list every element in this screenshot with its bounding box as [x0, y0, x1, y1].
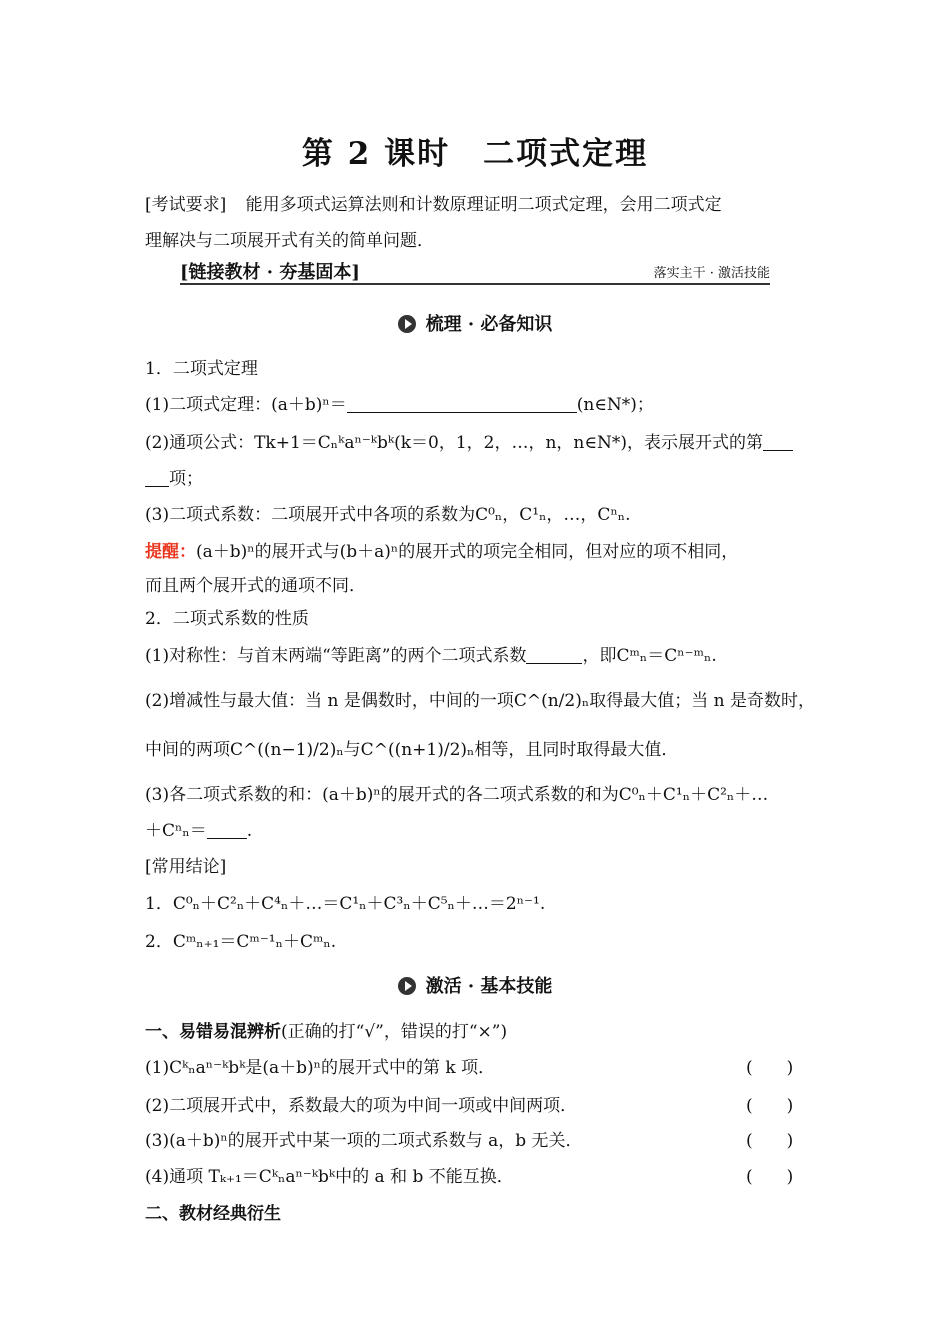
section-title: 梳理 · 必备知识 — [425, 314, 553, 335]
property-item-2-line-2: 中间的两项C^((n−1)/2)ₙ与C^((n+1)/2)ₙ相等，且同时取得最大值． — [145, 740, 679, 760]
conclusions-heading: [常用结论] — [145, 857, 227, 877]
chapter-banner — [180, 256, 770, 284]
note-label: 提醒： — [145, 542, 196, 562]
item-text: ＋Cⁿₙ＝ — [145, 821, 207, 841]
theorem-heading: 1．二项式定理 — [145, 359, 258, 379]
page-title: 第 2 课时 二项式定理 — [301, 136, 649, 172]
item-text: (n∈N*)； — [576, 395, 654, 415]
answer-blank — [347, 396, 577, 413]
property-item-3-line-2 — [145, 816, 252, 841]
section-title: 激活 · 基本技能 — [425, 976, 553, 997]
item-text: 项； — [169, 469, 203, 489]
theorem-item-2 — [145, 428, 793, 453]
requirement-text-1: 能用多项式运算法则和计数原理证明二项式定理，会用二项式定 — [245, 195, 722, 215]
property-item-1 — [145, 641, 717, 666]
requirement-text-2: 理解决与二项展开式有关的简单问题． — [145, 231, 434, 251]
note-line-1 — [145, 537, 738, 562]
note-line-2: 而且两个展开式的通项不同． — [145, 576, 366, 596]
judge-item-2: (2)二项展开式中，系数最大的项为中间一项或中间两项． — [145, 1096, 578, 1116]
judge-heading-title: 一、易错易混辨析 — [145, 1022, 281, 1042]
item-text: . — [246, 821, 253, 841]
answer-blank — [207, 822, 247, 839]
answer-paren-4: ( ) — [746, 1167, 794, 1187]
answer-blank — [145, 470, 169, 487]
note-text: (a＋b)ⁿ的展开式与(b＋a)ⁿ的展开式的项完全相同，但对应的项不相同， — [196, 542, 739, 562]
properties-heading: 2．二项式系数的性质 — [145, 609, 309, 629]
answer-paren-1: ( ) — [746, 1058, 794, 1078]
answer-paren-2: ( ) — [746, 1096, 794, 1116]
item-text: (2)通项公式：T — [145, 433, 266, 453]
property-item-2-line-1: (2)增减性与最大值：当 n 是偶数时，中间的一项C^(n/2)ₙ取得最大值；当 n 是奇数时， — [145, 691, 815, 711]
item-text: (1)对称性：与首末两端“等距离”的两个二项式系数 — [145, 646, 527, 666]
play-icon — [398, 315, 416, 333]
item-text: ，即Cᵐₙ＝Cⁿ⁻ᵐₙ. — [582, 646, 717, 666]
item-text: (1)二项式定理：(a＋b)ⁿ＝ — [145, 395, 347, 415]
theorem-item-3: (3)二项式系数：二项展开式中各项的系数为C⁰ₙ，C¹ₙ，…，Cⁿₙ. — [145, 505, 631, 525]
section-heading-skills — [0, 972, 950, 998]
derive-heading: 二、教材经典衍生 — [145, 1204, 281, 1224]
banner-left: [链接教材 · 夯基固本] — [180, 262, 360, 283]
section-heading-review — [0, 310, 950, 336]
item-formula: k+1＝Cₙᵏaⁿ⁻ᵏbᵏ(k＝0，1，2，…，n，n∈N*)，表示展开式的第 — [265, 433, 763, 453]
requirement-label: [考试要求] — [145, 195, 227, 215]
answer-blank — [763, 434, 793, 451]
banner-rule — [180, 283, 770, 285]
judge-item-3: (3)(a＋b)ⁿ的展开式中某一项的二项式系数与 a，b 无关． — [145, 1131, 583, 1151]
answer-paren-3: ( ) — [746, 1131, 794, 1151]
judge-heading — [145, 1017, 507, 1042]
answer-blank — [526, 647, 582, 664]
judge-item-4: (4)通项 Tₖ₊₁＝Cᵏₙaⁿ⁻ᵏbᵏ中的 a 和 b 不能互换． — [145, 1167, 514, 1187]
theorem-item-1 — [145, 390, 654, 415]
play-icon — [398, 977, 416, 995]
banner-right: 落实主干 · 激活技能 — [653, 266, 770, 281]
conclusion-2: 2．Cᵐₙ₊₁＝Cᵐ⁻¹ₙ＋Cᵐₙ. — [145, 932, 337, 952]
theorem-item-2-cont — [145, 464, 203, 489]
judge-item-1: (1)Cᵏₙaⁿ⁻ᵏbᵏ是(a＋b)ⁿ的展开式中的第 k 项． — [145, 1058, 496, 1078]
judge-heading-note: (正确的打“√”，错误的打“×”) — [281, 1022, 508, 1042]
property-item-3-line-1: (3)各二项式系数的和：(a＋b)ⁿ的展开式的各二项式系数的和为C⁰ₙ＋C¹ₙ＋C²ₙ＋… — [145, 785, 769, 805]
requirement-line-1 — [145, 190, 722, 215]
conclusion-1: 1．C⁰ₙ＋C²ₙ＋C⁴ₙ＋…＝C¹ₙ＋C³ₙ＋C⁵ₙ＋…＝2ⁿ⁻¹. — [145, 894, 546, 914]
